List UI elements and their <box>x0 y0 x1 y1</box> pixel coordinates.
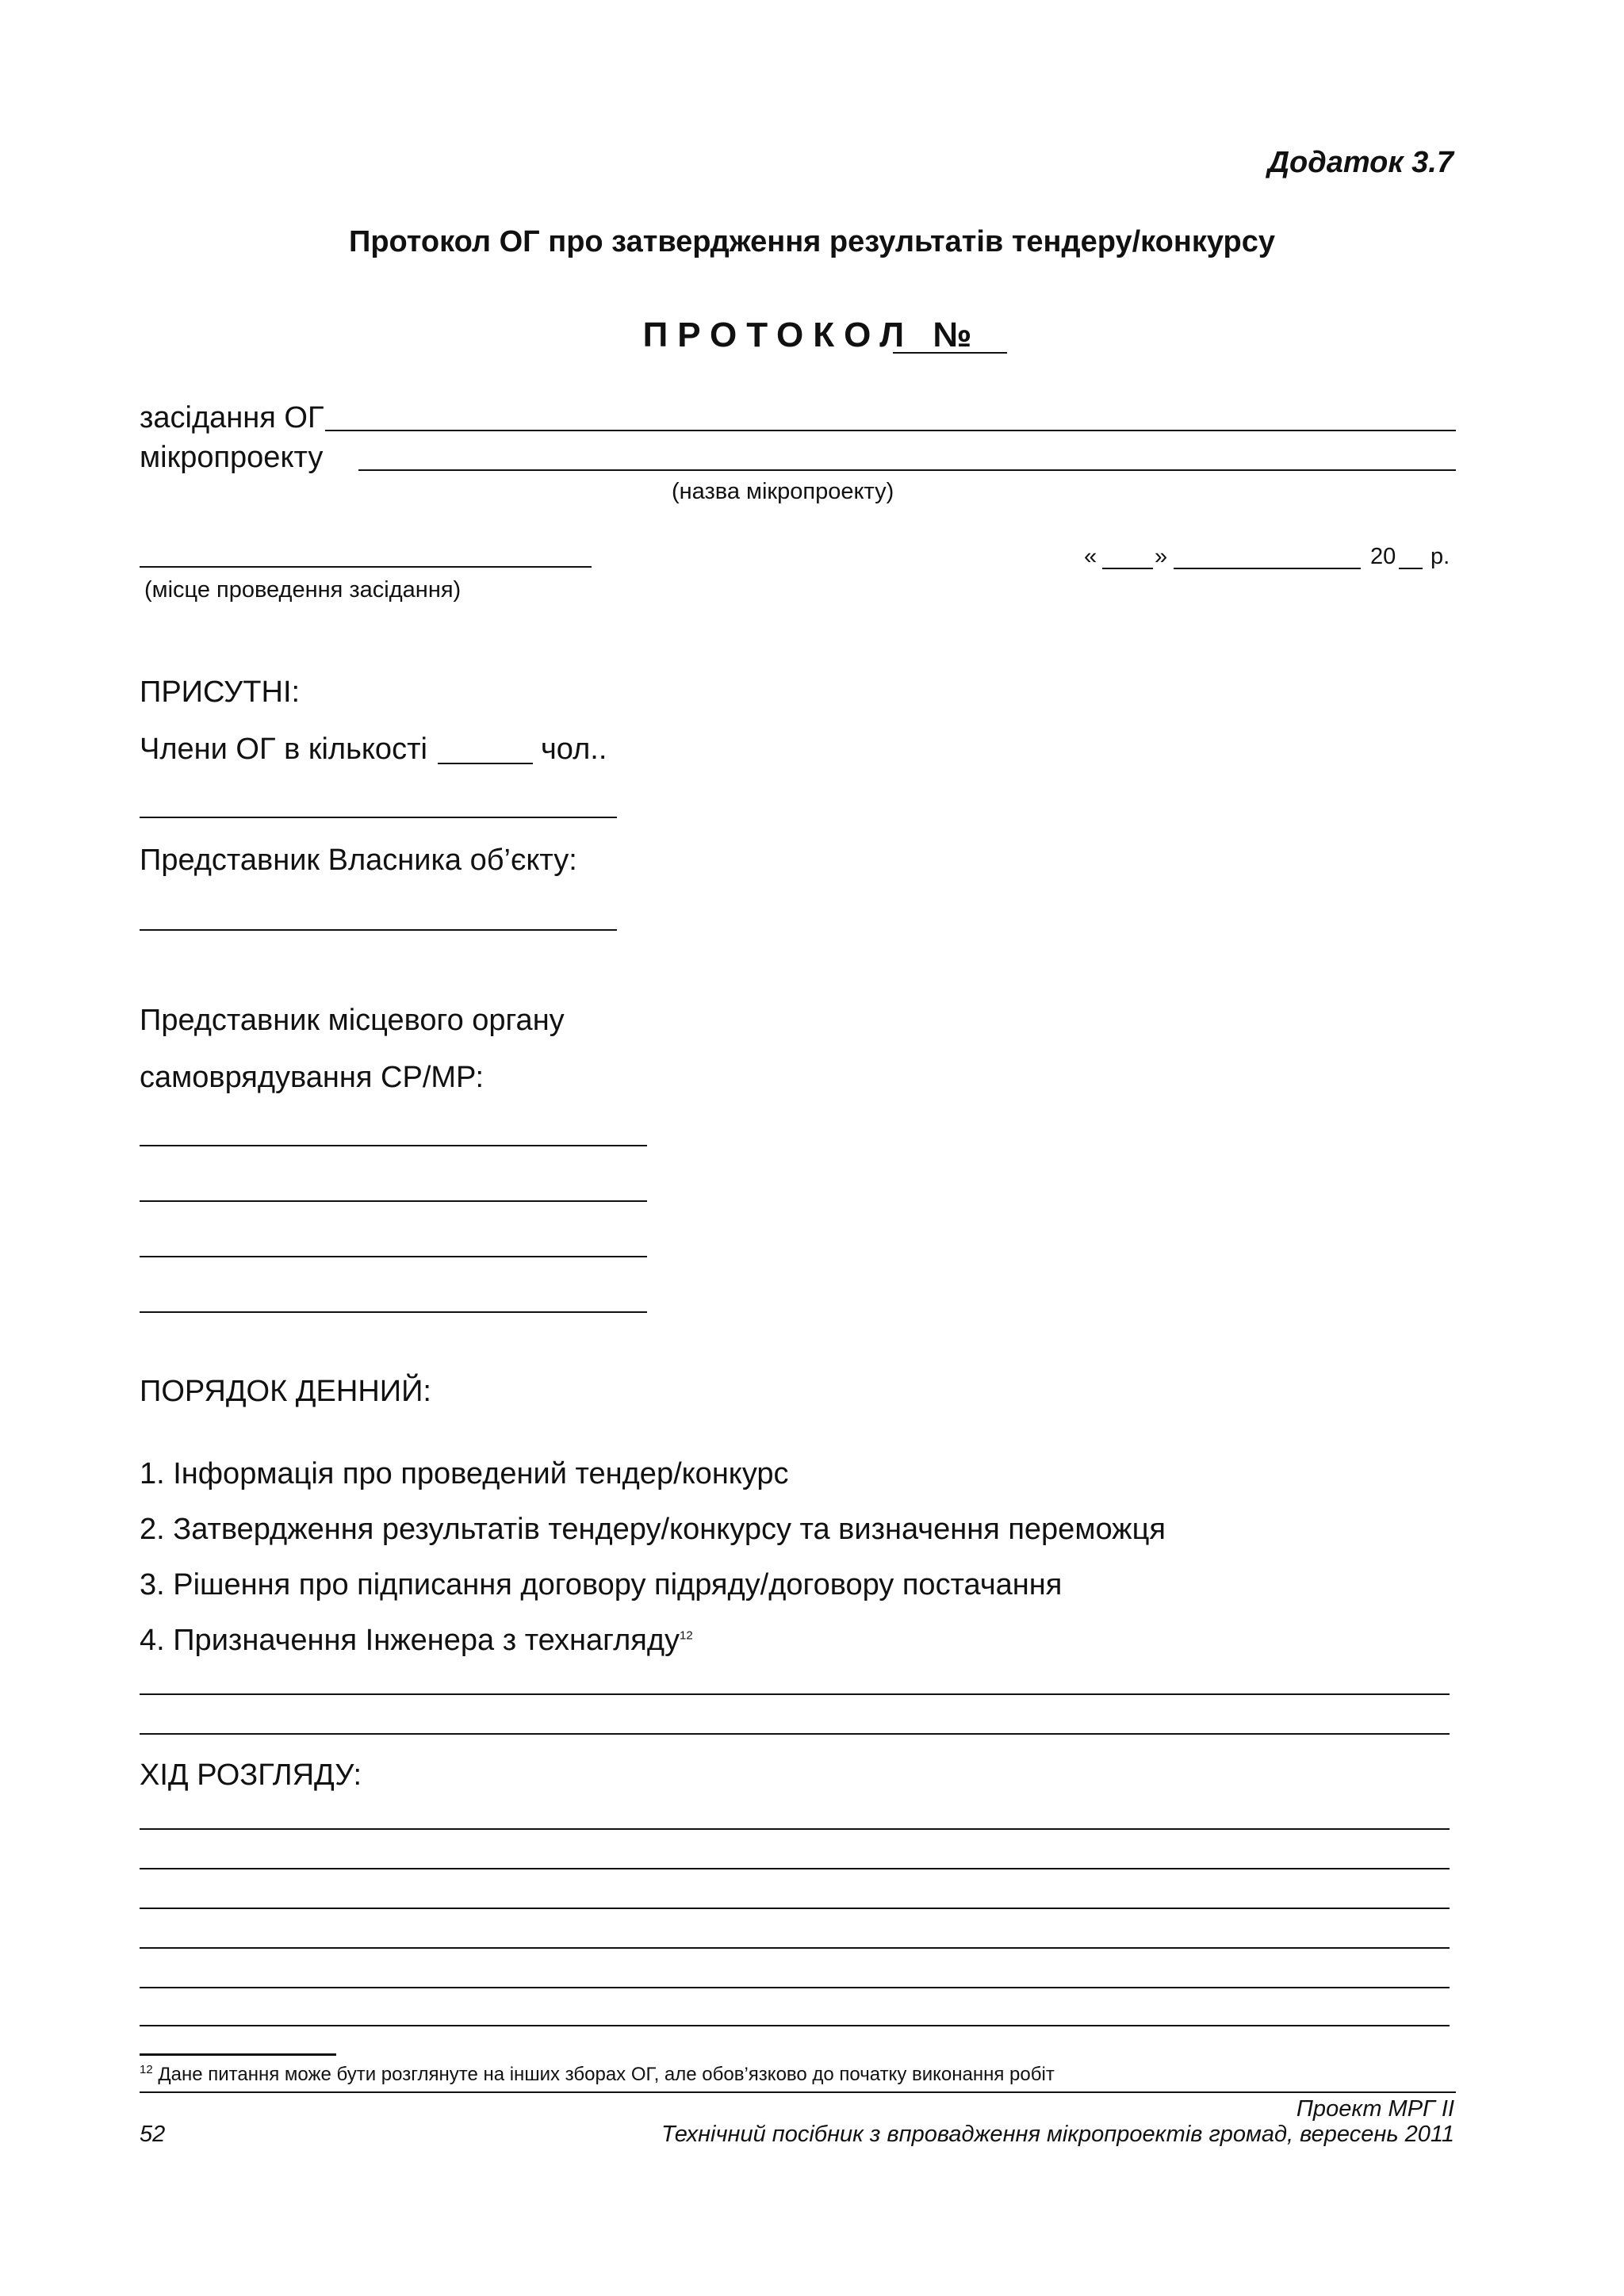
local-rep-line <box>140 1311 647 1313</box>
agenda-line <box>140 1693 1450 1695</box>
place-caption: (місце проведення засідання) <box>144 577 462 603</box>
review-line <box>140 1947 1450 1949</box>
microproject-line <box>358 469 1456 471</box>
date-day-line <box>1102 568 1153 569</box>
date-close-quote: » <box>1155 544 1168 569</box>
members-count-line <box>438 763 533 764</box>
agenda-item: 1. Інформація про проведений тендер/конкурс <box>140 1457 789 1490</box>
review-line <box>140 1828 1450 1830</box>
protocol-heading <box>0 316 1624 355</box>
local-rep-line <box>140 1145 647 1146</box>
meeting-label: засідання ОГ <box>140 401 324 434</box>
owner-representative-line <box>140 929 617 931</box>
microproject-label: мікропроекту <box>140 441 324 474</box>
members-signature-line <box>140 817 617 818</box>
microproject-caption: (назва мікропроекту) <box>672 479 894 504</box>
footer-rule <box>140 2091 1456 2093</box>
footnote-separator <box>140 2053 336 2056</box>
date-year-prefix: 20 <box>1370 544 1396 569</box>
agenda-item <box>140 1624 693 1658</box>
members-label: Члени ОГ в кількості <box>140 733 427 766</box>
date-open-quote: « <box>1084 544 1097 569</box>
document-title: Протокол ОГ про затвердження результатів тендеру/конкурсу <box>349 225 1275 258</box>
local-rep-line <box>140 1200 647 1202</box>
local-rep-label-line2: самоврядування СР/МР: <box>140 1061 485 1094</box>
protocol-label: ПРОТОКОЛ № <box>642 316 982 354</box>
agenda-item: 2. Затвердження результатів тендеру/конкурсу та визначення переможця <box>140 1513 1166 1546</box>
page-number: 52 <box>140 2122 166 2147</box>
review-line <box>140 1908 1450 1909</box>
agenda-line <box>140 1733 1450 1735</box>
attendees-heading: ПРИСУТНІ: <box>140 675 301 709</box>
date-year-line <box>1399 568 1423 569</box>
appendix-label: Додаток 3.7 <box>1267 146 1454 179</box>
agenda-item-text: 4. Призначення Інженера з технагляду <box>140 1624 680 1657</box>
review-heading: ХІД РОЗГЛЯДУ: <box>140 1758 362 1792</box>
members-suffix: чол.. <box>541 733 607 766</box>
meeting-line <box>325 430 1456 431</box>
review-line <box>140 1987 1450 1988</box>
footnote-reference: 12 <box>680 1628 693 1643</box>
footnote <box>140 2063 1055 2086</box>
owner-representative-label: Представник Власника об’єкту: <box>140 844 577 877</box>
footnote-number: 12 <box>140 2063 153 2076</box>
review-line <box>140 1868 1450 1869</box>
footer-project: Проект МРГ ІІ <box>1296 2096 1454 2122</box>
local-rep-label-line1: Представник місцевого органу <box>140 1004 565 1037</box>
agenda-heading: ПОРЯДОК ДЕННИЙ: <box>140 1375 431 1408</box>
review-line <box>140 2025 1450 2026</box>
protocol-number-line <box>893 352 1007 354</box>
place-line <box>140 566 592 568</box>
date-month-line <box>1174 568 1361 569</box>
date-year-suffix: р. <box>1431 544 1450 569</box>
footnote-text: Дане питання може бути розглянуте на інших зборах ОГ, але обов’язково до початку виконання робіт <box>158 2064 1055 2085</box>
agenda-item: 3. Рішення про підписання договору підряду/договору постачання <box>140 1568 1063 1601</box>
local-rep-line <box>140 1256 647 1257</box>
footer-manual-title: Технічний посібник з впровадження мікропроектів громад, вересень 2011 <box>661 2122 1454 2147</box>
